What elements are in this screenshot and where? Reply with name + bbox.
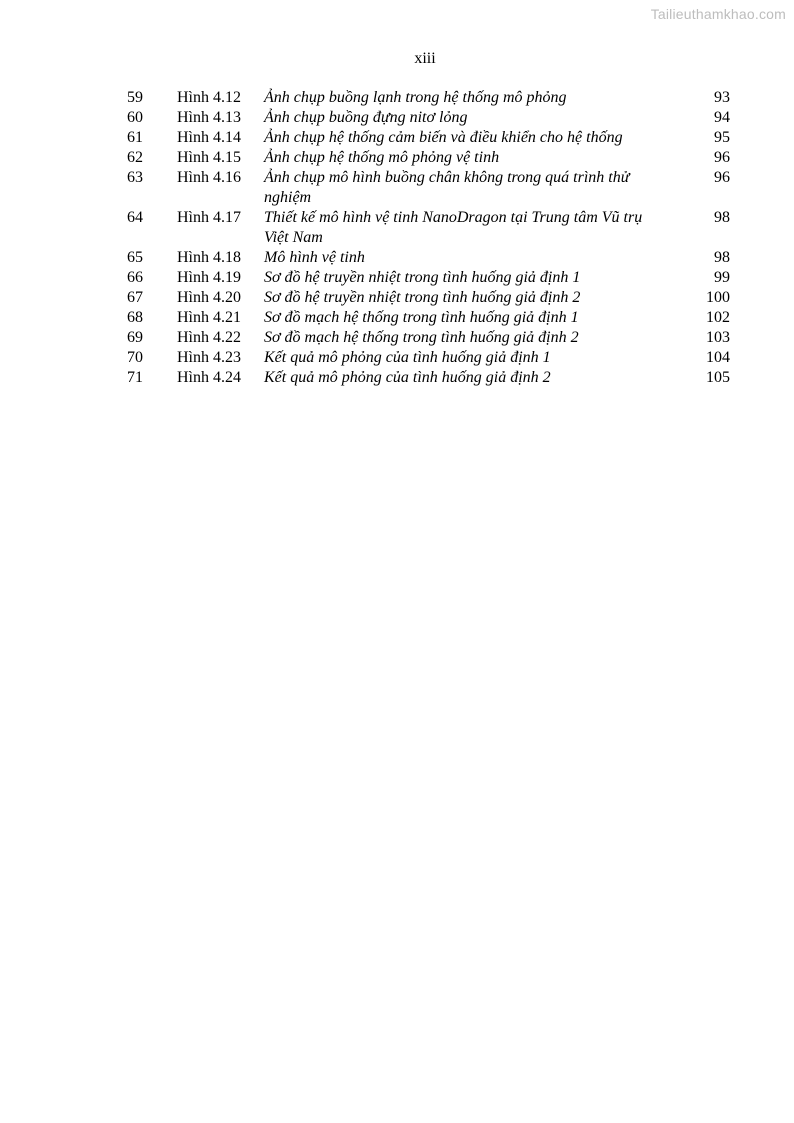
figure-caption: Kết quả mô phỏng của tình huống giả định 1 — [264, 349, 551, 366]
figure-label: Hình 4.23 — [177, 349, 241, 366]
entry-number: 69 — [127, 329, 143, 346]
page-ref: 99 — [714, 269, 730, 286]
page-ref: 102 — [706, 309, 730, 326]
figure-caption: Sơ đồ hệ truyền nhiệt trong tình huống giả định 2 — [264, 289, 581, 306]
figure-caption: Ảnh chụp hệ thống mô phỏng vệ tinh — [264, 149, 500, 166]
figure-label: Hình 4.21 — [177, 309, 241, 326]
entry-number: 59 — [127, 89, 143, 106]
page-ref: 93 — [714, 89, 730, 106]
entry-number: 65 — [127, 249, 143, 266]
figure-caption: Kết quả mô phỏng của tình huống giả định 2 — [264, 369, 551, 386]
figure-caption: Ảnh chụp buồng lạnh trong hệ thống mô phỏng — [264, 89, 567, 106]
page-ref: 96 — [714, 169, 730, 186]
entry-number: 61 — [127, 129, 143, 146]
figure-caption: Sơ đồ mạch hệ thống trong tình huống giả định 2 — [264, 329, 579, 346]
figure-caption: Ảnh chụp mô hình buồng chân không trong quá trình thử nghiệm — [264, 169, 630, 206]
entry-number: 62 — [127, 149, 143, 166]
figure-label: Hình 4.22 — [177, 329, 241, 346]
figure-label: Hình 4.18 — [177, 249, 241, 266]
figure-label: Hình 4.13 — [177, 109, 241, 126]
entry-number: 71 — [127, 369, 143, 386]
entry-number: 63 — [127, 169, 143, 186]
page-ref: 95 — [714, 129, 730, 146]
figure-caption: Thiết kế mô hình vệ tinh NanoDragon tại Trung tâm Vũ trụ Việt Nam — [264, 209, 643, 246]
figure-label: Hình 4.20 — [177, 289, 241, 306]
figure-caption: Ảnh chụp buồng đựng nitơ lỏng — [264, 109, 468, 126]
entry-number: 64 — [127, 209, 143, 226]
page-ref: 94 — [714, 109, 730, 126]
entry-number: 60 — [127, 109, 143, 126]
figure-caption: Sơ đồ hệ truyền nhiệt trong tình huống giả định 1 — [264, 269, 581, 286]
figure-label: Hình 4.24 — [177, 369, 241, 386]
figure-label: Hình 4.14 — [177, 129, 241, 146]
page-ref: 98 — [714, 249, 730, 266]
page-ref: 104 — [706, 349, 730, 366]
entry-number: 66 — [127, 269, 143, 286]
entry-number: 68 — [127, 309, 143, 326]
entry-number: 67 — [127, 289, 143, 306]
page-ref: 105 — [706, 369, 730, 386]
figure-label: Hình 4.17 — [177, 209, 241, 226]
page-ref: 98 — [714, 209, 730, 226]
figure-caption: Sơ đồ mạch hệ thống trong tình huống giả định 1 — [264, 309, 579, 326]
figure-caption: Ảnh chụp hệ thống cảm biến và điều khiển cho hệ thống — [264, 129, 623, 146]
page-ref: 100 — [706, 289, 730, 306]
entry-number: 70 — [127, 349, 143, 366]
page-ref: 103 — [706, 329, 730, 346]
figure-caption: Mô hình vệ tinh — [264, 249, 365, 266]
figure-label: Hình 4.16 — [177, 169, 241, 186]
watermark: Tailieuthamkhao.com — [650, 6, 786, 22]
figure-label: Hình 4.19 — [177, 269, 241, 286]
figure-label: Hình 4.15 — [177, 149, 241, 166]
page-number: xiii — [414, 50, 436, 67]
page-ref: 96 — [714, 149, 730, 166]
figure-label: Hình 4.12 — [177, 89, 241, 106]
